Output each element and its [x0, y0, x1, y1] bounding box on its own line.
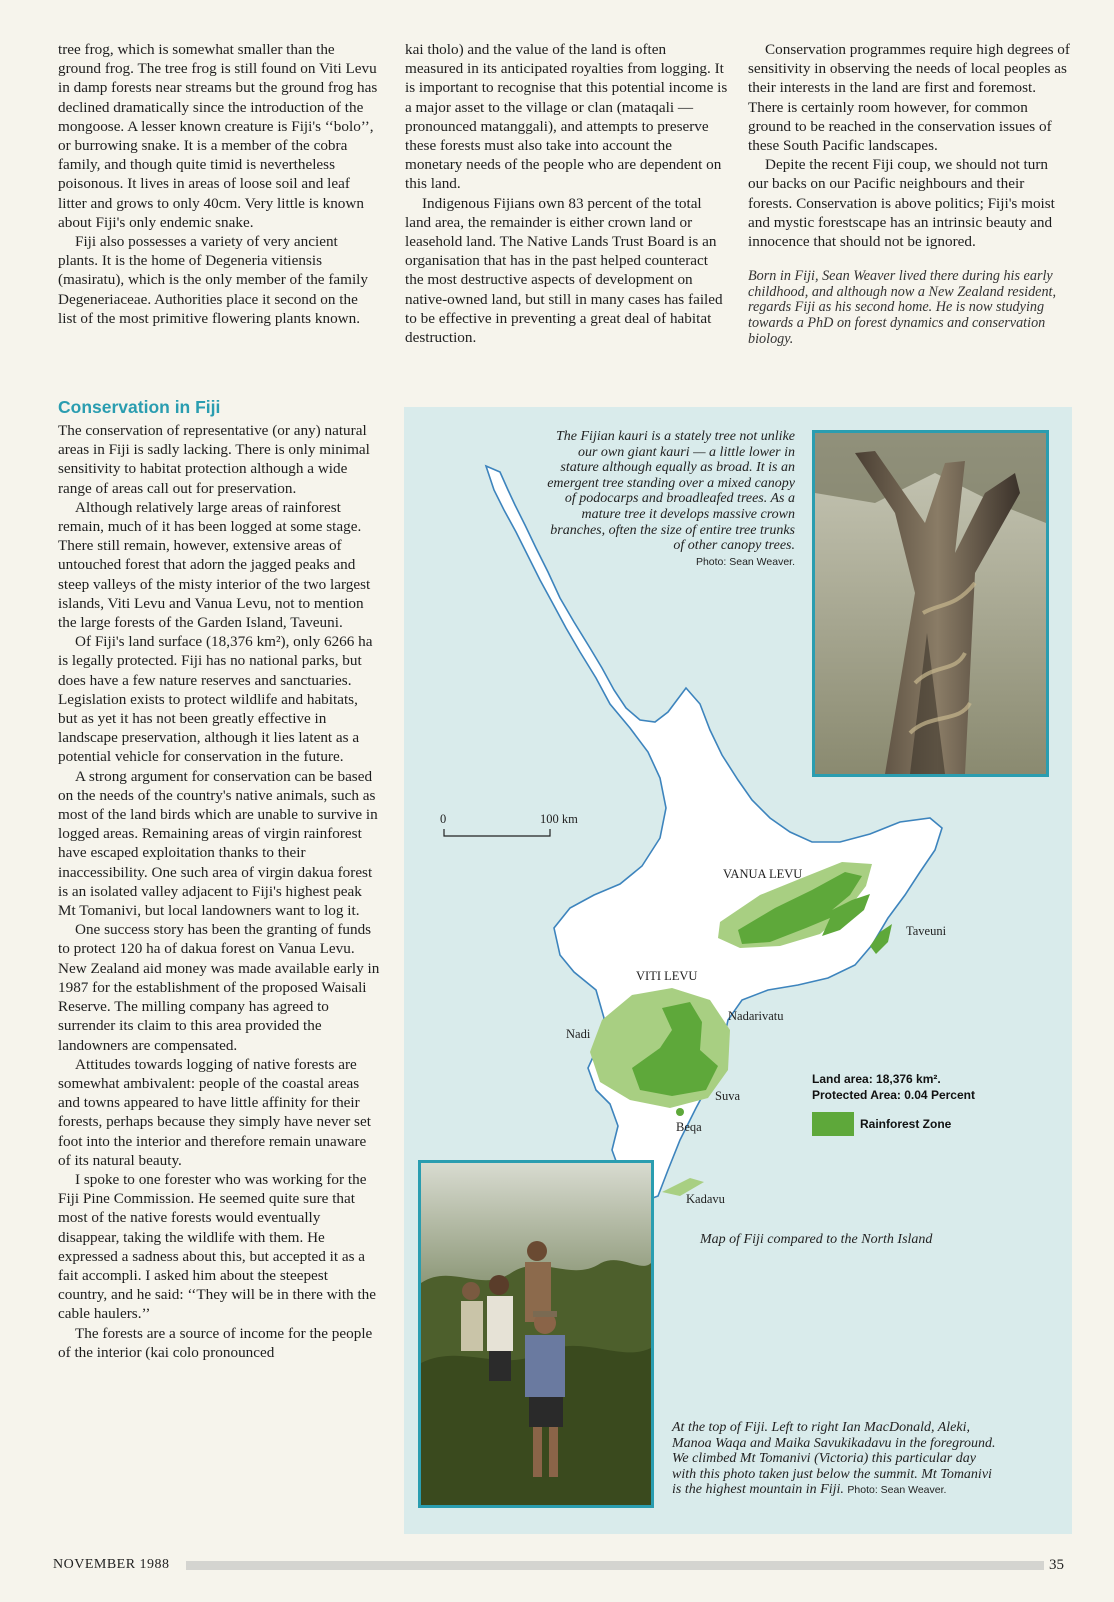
land-area-text: Land area: 18,376 km². — [812, 1072, 941, 1086]
scale-end-label: 100 km — [540, 812, 578, 826]
paragraph: The conservation of representative (or any) natural areas in Fiji is sadly lacking. There is only minimal sensitivity to habitat protection although a wide range of areas call out for preservation. — [58, 422, 370, 497]
hikers-caption — [672, 1420, 1002, 1499]
scale-start-label: 0 — [440, 812, 447, 826]
section-heading: Conservation in Fiji — [58, 397, 221, 417]
paragraph: The forests are a source of income for the people of the interior (kai colo pronounced — [58, 1324, 373, 1361]
label-nadi: Nadi — [566, 1027, 591, 1041]
beqa-island — [676, 1108, 684, 1116]
paragraph: Depite the recent Fiji coup, we should not turn our backs on our Pacific neighbours and their forests. Conservation is above politics; Fiji's moist and mystic forestscape has an intrinsic beauty and innocence that should not be ignored. — [748, 156, 1055, 251]
paragraph: I spoke to one forester who was working for the Fiji Pine Commission. He seemed quite sure that most of the native forests would eventually disappear, taking the wildlife with them. He expressed a sadness about this, but accepted it as a fait accompli. I asked him about the steepest country, and he said: ‘‘They will be in there with the cable haulers.’’ — [58, 1170, 376, 1323]
protected-area-text: Protected Area: 0.04 Percent — [812, 1088, 975, 1102]
paragraph: Conservation programmes require high degrees of sensitivity in observing the needs of local peoples as their interests in the land are first and foremost. There is certainly room however, for common ground to be reached in the conservation issues of these South Pacific landscapes. — [748, 41, 1070, 155]
paragraph: kai tholo) and the value of the land is often measured in its anticipated royalties from logging. It is important to recognise that this potential income is a major asset to the village or clan (mataqali — pronounced matanggali), and attempts to preserve these forests must also take into account the monetary needs of the people who are dependent on this land. — [405, 41, 728, 193]
label-beqa: Beqa — [676, 1120, 702, 1134]
kauri-caption — [545, 429, 795, 570]
paragraph: A strong argument for conservation can be based on the needs of the country's native animals, such as most of the land birds which are unable to survive in logged areas. Remaining areas of virgin rainforest have escaped exploitation thanks to their inaccessibility. One such area of virgin dakua forest is an isolated valley adjacent to Fiji's highest peak Mt Tomanivi, but local landowners want to log it. — [58, 767, 378, 920]
paragraph: One success story has been the granting of funds to protect 120 ha of dakua forest on Vanua Levu. New Zealand aid money was made available early in 1987 for the establishment of the proposed Waisali Reserve. The milling company has agreed to surrender its claim to this area provided the landowners are compensated. — [58, 921, 380, 1054]
paragraph: tree frog, which is somewhat smaller than the ground frog. The tree frog is still found on Viti Levu in damp forests near streams but the ground frog has declined dramatically since the introduction of the mongoose. A lesser known creature is Fiji's ‘‘bolo’’, or burrowing snake. It is a member of the cobra family, and though quite timid is nevertheless poisonous. It lives in areas of loose soil and leaf litter and grows to only 40cm. Very little is known about Fiji's only endemic snake. — [58, 41, 378, 231]
hikers-caption-text: At the top of Fiji. Left to right Ian MacDonald, Aleki, Manoa Waqa and Maika Savukikadavu in the foreground. We climbed Mt Tomanivi (Victoria) this particular day with this photo taken just below the summit. Mt Tomanivi is the highest mountain in Fiji. — [672, 1420, 996, 1498]
issue-date: NOVEMBER 1988 — [53, 1557, 170, 1572]
hikers-illustration — [421, 1163, 651, 1505]
paragraph: Attitudes towards logging of native forests are somewhat ambivalent: people of the coastal areas and towns appeared to have little affinity for their forests, perhaps because they simply have never set foot into the interior and therefore remain unaware of its natural beauty. — [58, 1055, 371, 1169]
hikers-photo-credit: Photo: Sean Weaver. — [847, 1484, 947, 1497]
kauri-tree-illustration — [815, 433, 1046, 774]
author-byline: Born in Fiji, Sean Weaver lived there during his early childhood, and although now a New Zealand resident, regards Fiji as his second home. He is now studying towards a PhD on forest dynamics and conservation biology. — [748, 268, 1057, 347]
map-title: Map of Fiji compared to the North Island — [700, 1232, 933, 1247]
scale-bar — [444, 829, 550, 836]
label-viti-levu: VITI LEVU — [636, 969, 698, 983]
label-nadarivatu: Nadarivatu — [728, 1009, 784, 1023]
kauri-tree-photo — [812, 430, 1049, 777]
legend-swatch — [812, 1112, 854, 1136]
paragraph: Of Fiji's land surface (18,376 km²), only 6266 ha is legally protected. Fiji has no national parks, but does have a few nature reserves and sanctuaries. Legislation exists to protect wildlife and habitats, but as yet it has not been greatly effective in landscape preservation, although it lies latent as a potential vehicle for conservation in the future. — [58, 633, 373, 766]
label-suva: Suva — [715, 1089, 740, 1103]
paragraph: Although relatively large areas of rainforest remain, much of it has been logged at some stage. There still remain, however, extensive areas of untouched forest that adorn the jagged peaks and steep valleys of the misty interior of the two largest islands, Viti Levu and Vanua Levu, not to mention the large forests of the Garden Island, Taveuni. — [58, 498, 371, 632]
paragraph: Fiji also possesses a variety of very ancient plants. It is the home of Degeneria vitiensis (masiratu), which is the only member of the family Degeneriaceae. Authorities place it second on the list of the most primitive flowering plants known. — [58, 233, 368, 327]
paragraph: Indigenous Fijians own 83 percent of the total land area, the remainder is either crown land or leasehold land. The Native Lands Trust Board is an organisation that has in the past helped counteract the most destructive aspects of development on native-owned land, but still in many cases has failed to be effective in preventing a great deal of habitat destruction. — [405, 194, 723, 347]
footer-rule — [186, 1561, 1044, 1570]
label-vanua-levu: VANUA LEVU — [723, 867, 803, 881]
kauri-photo-credit: Photo: Sean Weaver. — [695, 555, 795, 568]
label-kadavu: Kadavu — [686, 1192, 725, 1206]
kauri-caption-text: The Fijian kauri is a stately tree not unlike our own giant kauri — a little lower in stature although equally as broad. It is an emergent tree standing over a mixed canopy of podocarps and broadleafed trees. As a mature tree it develops massive crown branches, often the size of entire tree trunks of other canopy trees. — [547, 429, 795, 554]
label-taveuni: Taveuni — [906, 924, 947, 938]
legend-label: Rainforest Zone — [860, 1117, 952, 1131]
hikers-group-photo — [418, 1160, 654, 1508]
page-number: 35 — [1049, 1557, 1064, 1573]
